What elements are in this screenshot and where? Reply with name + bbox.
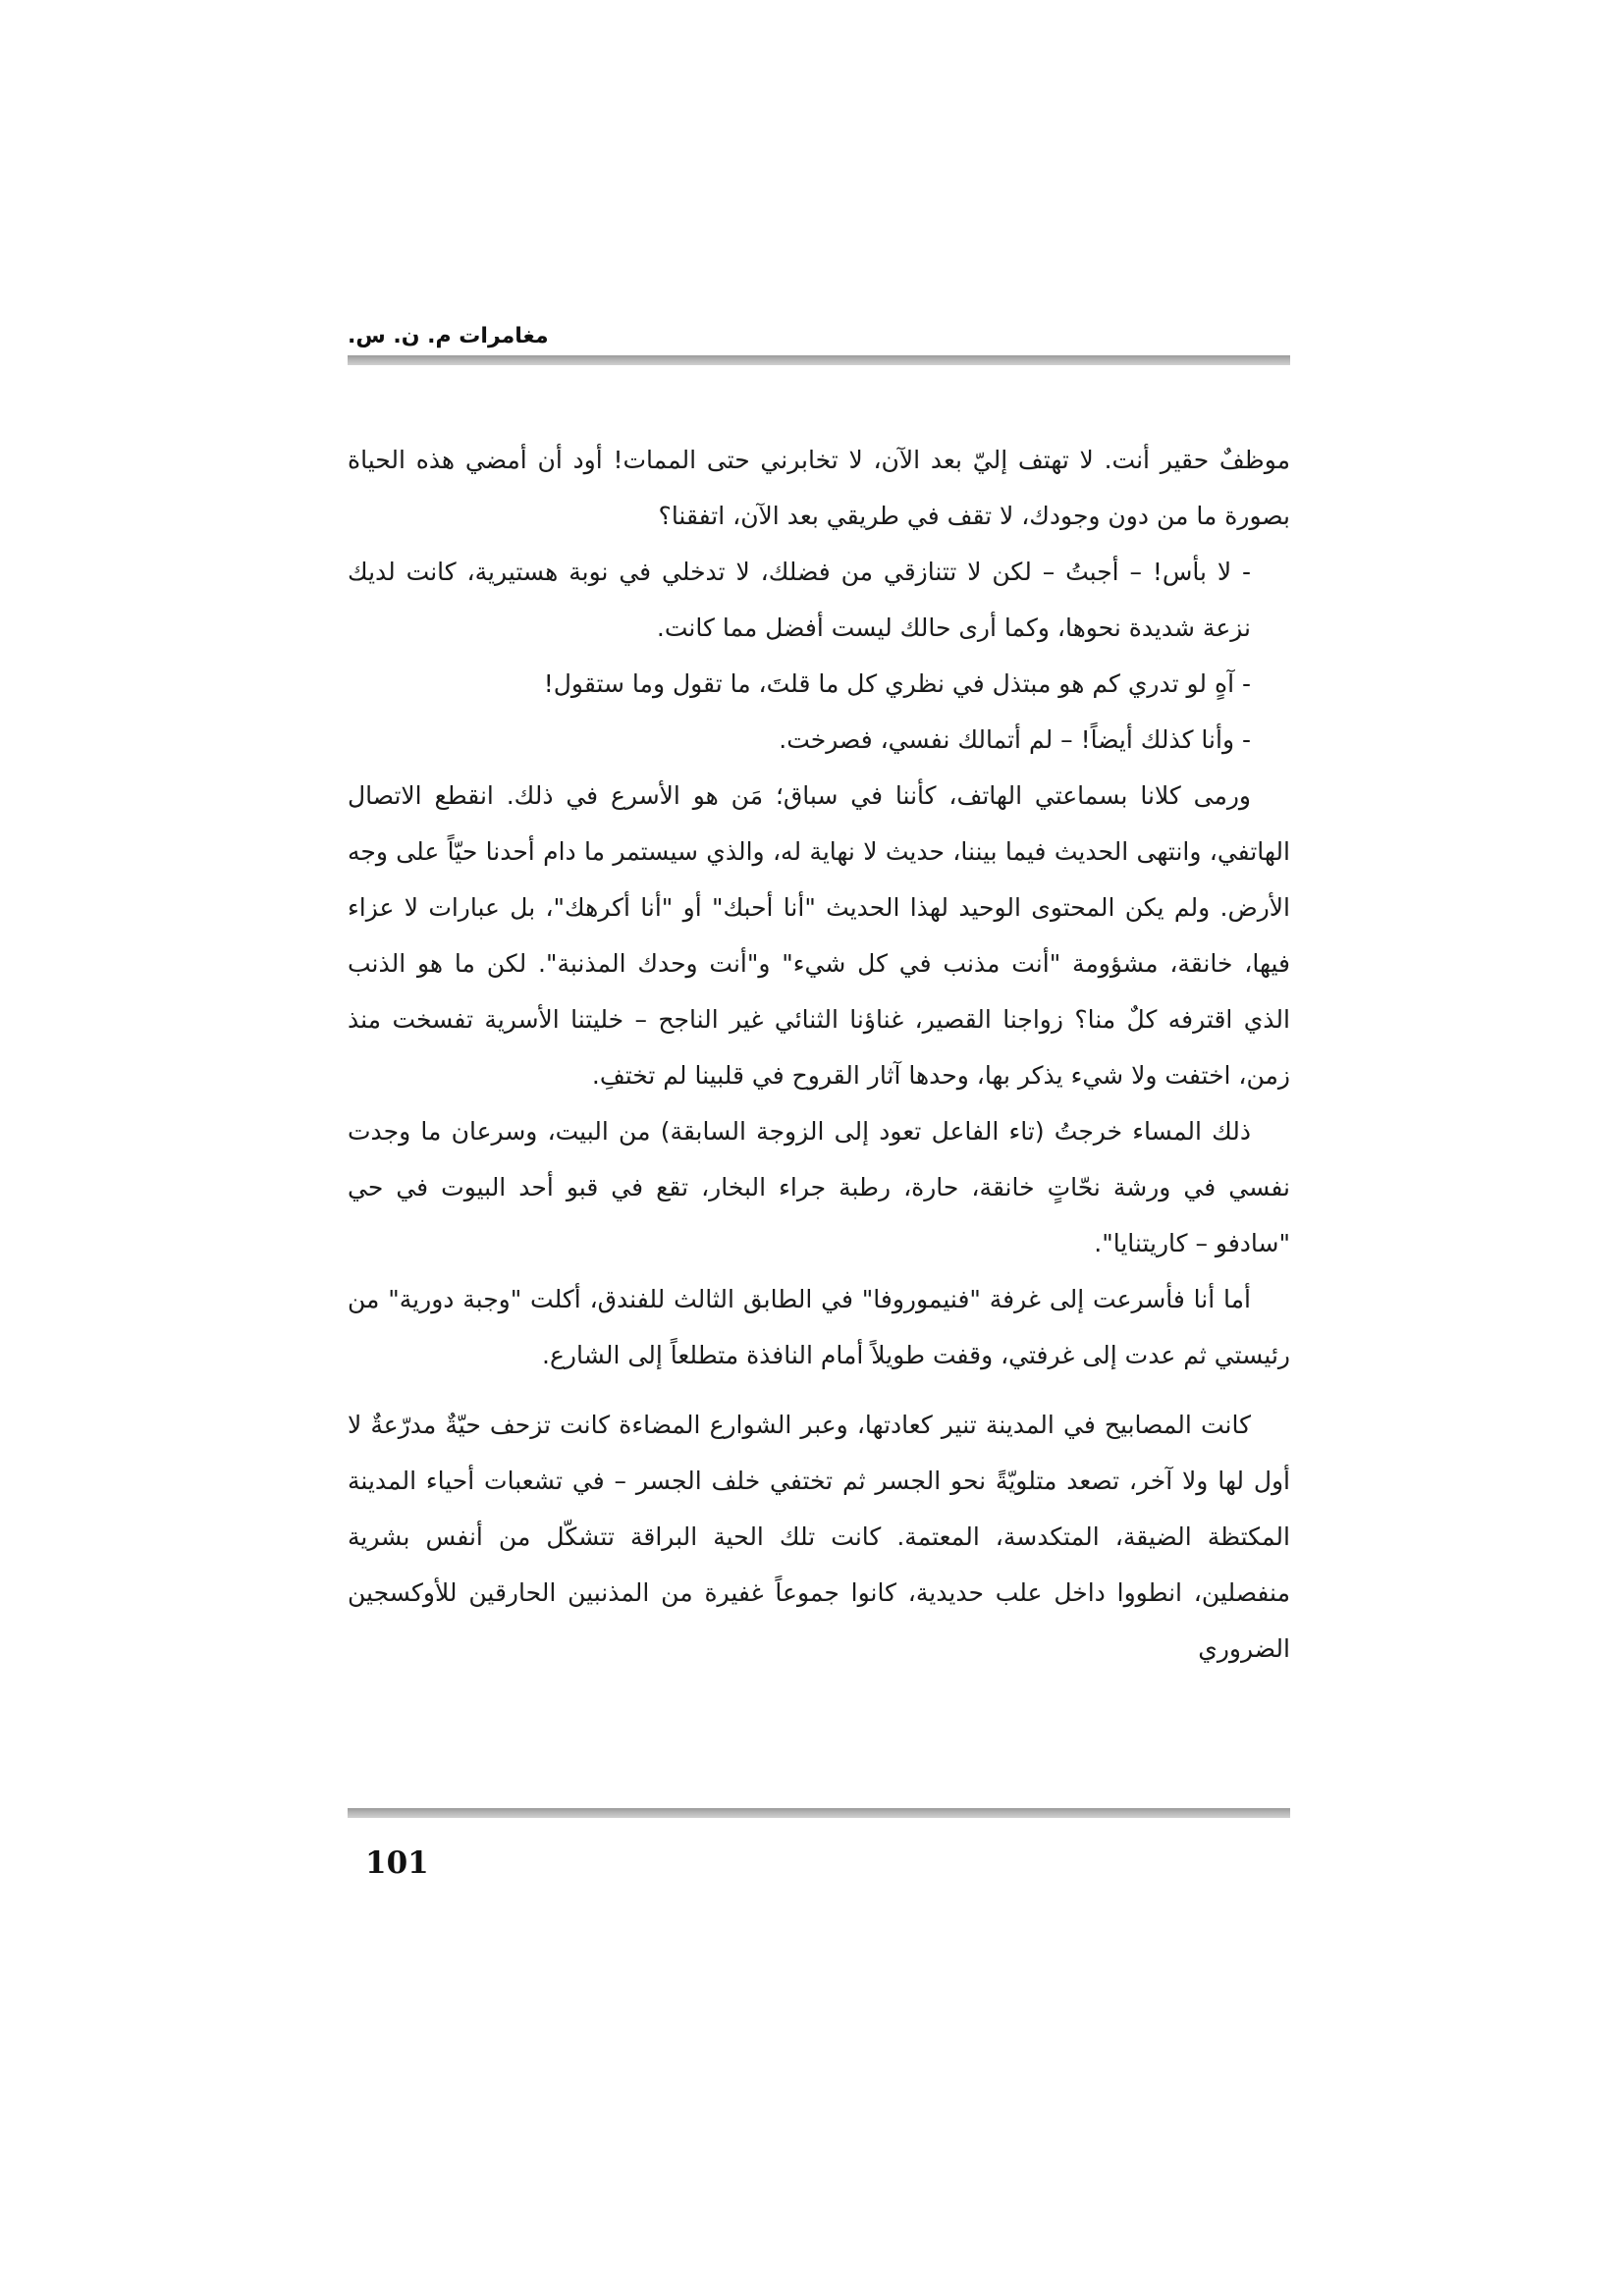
header-rule [348,355,1290,365]
paragraph: موظفٌ حقير أنت. لا تهتف إليّ بعد الآن، لا تخابرني حتى الممات! أود أن أمضي هذه الحياة بصورة ما من دون وجودك، لا تقف في طريقي بعد الآن، اتفقنا؟ [348,446,1290,530]
dialogue-line: - لا بأس! – أجبتُ – لكن لا تتنازقي من فضلك، لا تدخلي في نوبة هستيرية، كانت لديك نزعة شديدة نحوها، وكما أرى حالك ليست أفضل مما كانت. [348,558,1251,642]
paragraph: ورمى كلانا بسماعتي الهاتف، كأننا في سباق؛ مَن هو الأسرع في ذلك. انقطع الاتصال الهاتفي، وانتهى الحديث فيما بيننا، حديث لا نهاية له، والذي سيستمر ما دام أحدنا حيّاً على وجه الأرض. ولم يكن المحتوى الوحيد لهذا الحديث "أنا أحبك" أو "أنا أكرهك"، بل عبارات لا عزاء فيها، خانقة، مشؤومة "أنت مذنب في كل شيء" و"أنت وحدك المذنبة". لكن ما هو الذنب الذي اقترفه كلٌ منا؟ زواجنا القصير، غناؤنا الثنائي غير الناجح – خليتنا الأسرية تفسخت منذ زمن، اختفت ولا شيء يذكر بها، وحدها آثار القروح في قلبينا لم تختفِ. [348,781,1290,1090]
paragraph: أما أنا فأسرعت إلى غرفة "فنيموروفا" في الطابق الثالث للفندق، أكلت "وجبة دورية" من رئيستي ثم عدت إلى غرفتي، وقفت طويلاً أمام النافذة متطلعاً إلى الشارع. [348,1285,1290,1369]
running-header-title: مغامرات م. ن. س. [348,324,549,348]
dialogue-line: - آهٍ لو تدري كم هو مبتذل في نظري كل ما قلتَ، ما تقول وما ستقول! [543,669,1251,698]
dialogue-line: - وأنا كذلك أيضاً! – لم أتمالك نفسي، فصرخت. [779,725,1251,754]
footer-rule [348,1808,1290,1818]
paragraph: ذلك المساء خرجتُ (تاء الفاعل تعود إلى الزوجة السابقة) من البيت، وسرعان ما وجدت نفسي في ورشة نحّاتٍ خانقة، حارة، رطبة جراء البخار، تقع في قبو أحد البيوت في حي "سادفو – كاريتنايا". [348,1117,1290,1257]
body-text [348,432,1290,1677]
paragraph: كانت المصابيح في المدينة تنير كعادتها، وعبر الشوارع المضاءة كانت تزحف حيّةٌ مدرّعةٌ لا أول لها ولا آخر، تصعد متلويّةً نحو الجسر ثم تختفي خلف الجسر – في تشعبات أحياء المدينة المكتظة الضيقة، المتكدسة، المعتمة. كانت تلك الحية البراقة تتشكّل من أنفس بشرية منفصلين، انطووا داخل علب حديدية، كانوا جموعاً غفيرة من المذنبين الحارقين للأوكسجين الضروري [348,1411,1290,1663]
page-number: 101 [365,1845,429,1881]
